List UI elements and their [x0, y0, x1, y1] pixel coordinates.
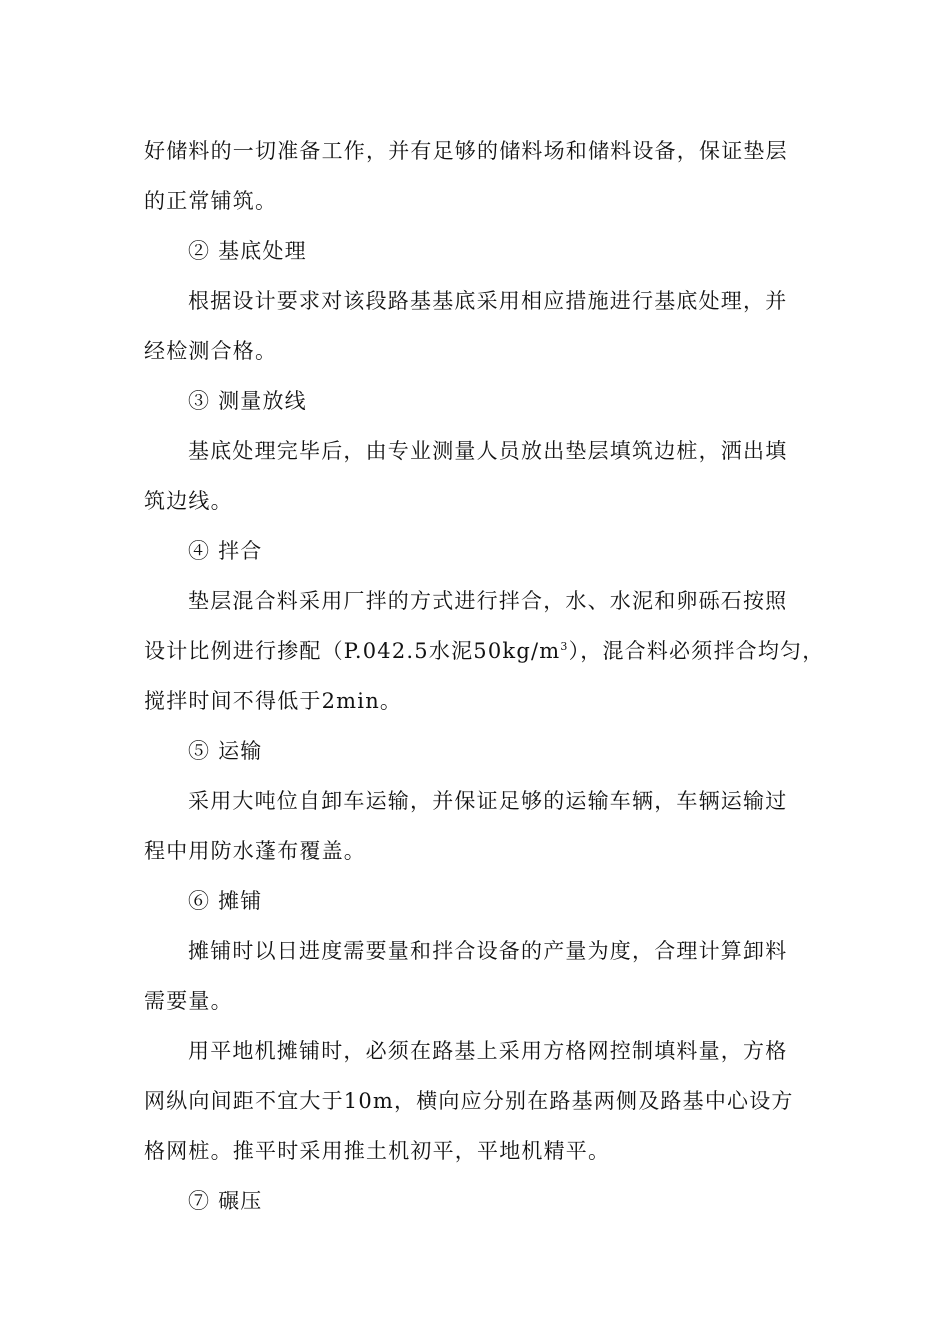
paragraph-line-with-unit — [144, 636, 824, 666]
paragraph-line: 用平地机摊铺时，必须在路基上采用方格网控制填料量，方格 — [188, 1039, 788, 1063]
paragraph-line: 格网桩。推平时采用推土机初平，平地机精平。 — [144, 1139, 611, 1163]
paragraph-line: 需要量。 — [144, 989, 233, 1013]
paragraph-line: 程中用防水蓬布覆盖。 — [144, 839, 366, 863]
paragraph-line: 采用大吨位自卸车运输，并保证足够的运输车辆，车辆运输过 — [188, 789, 788, 813]
cubic-superscript: 3 — [560, 640, 569, 653]
section-heading-compaction: ⑦ 碾压 — [188, 1189, 263, 1213]
mix-ratio-text: 设计比例进行掺配（P.042.5水泥50kg/m — [144, 639, 561, 663]
mix-requirement-text: ），混合料必须拌合均匀， — [568, 639, 825, 663]
paragraph-line: 根据设计要求对该段路基基底采用相应措施进行基底处理，并 — [188, 289, 788, 313]
section-heading-paving: ⑥ 摊铺 — [188, 889, 263, 913]
section-heading-survey-layout: ③ 测量放线 — [188, 389, 307, 413]
paragraph-line: 垫层混合料采用厂拌的方式进行拌合，水、水泥和卵砾石按照 — [188, 589, 788, 613]
paragraph-line: 好储料的一切准备工作，并有足够的储料场和储料设备，保证垫层 — [144, 139, 788, 163]
section-heading-mixing: ④ 拌合 — [188, 539, 263, 563]
paragraph-line: 搅拌时间不得低于2min。 — [144, 689, 403, 713]
paragraph-line: 经检测合格。 — [144, 339, 278, 363]
paragraph-line: 摊铺时以日进度需要量和拌合设备的产量为度，合理计算卸料 — [188, 939, 788, 963]
paragraph-line: 筑边线。 — [144, 489, 233, 513]
paragraph-line: 网纵向间距不宜大于10m，横向应分别在路基两侧及路基中心设方 — [144, 1089, 794, 1113]
section-heading-transport: ⑤ 运输 — [188, 739, 263, 763]
section-heading-base-treatment: ② 基底处理 — [188, 239, 307, 263]
paragraph-line: 的正常铺筑。 — [144, 189, 278, 213]
paragraph-line: 基底处理完毕后，由专业测量人员放出垫层填筑边桩，洒出填 — [188, 439, 788, 463]
